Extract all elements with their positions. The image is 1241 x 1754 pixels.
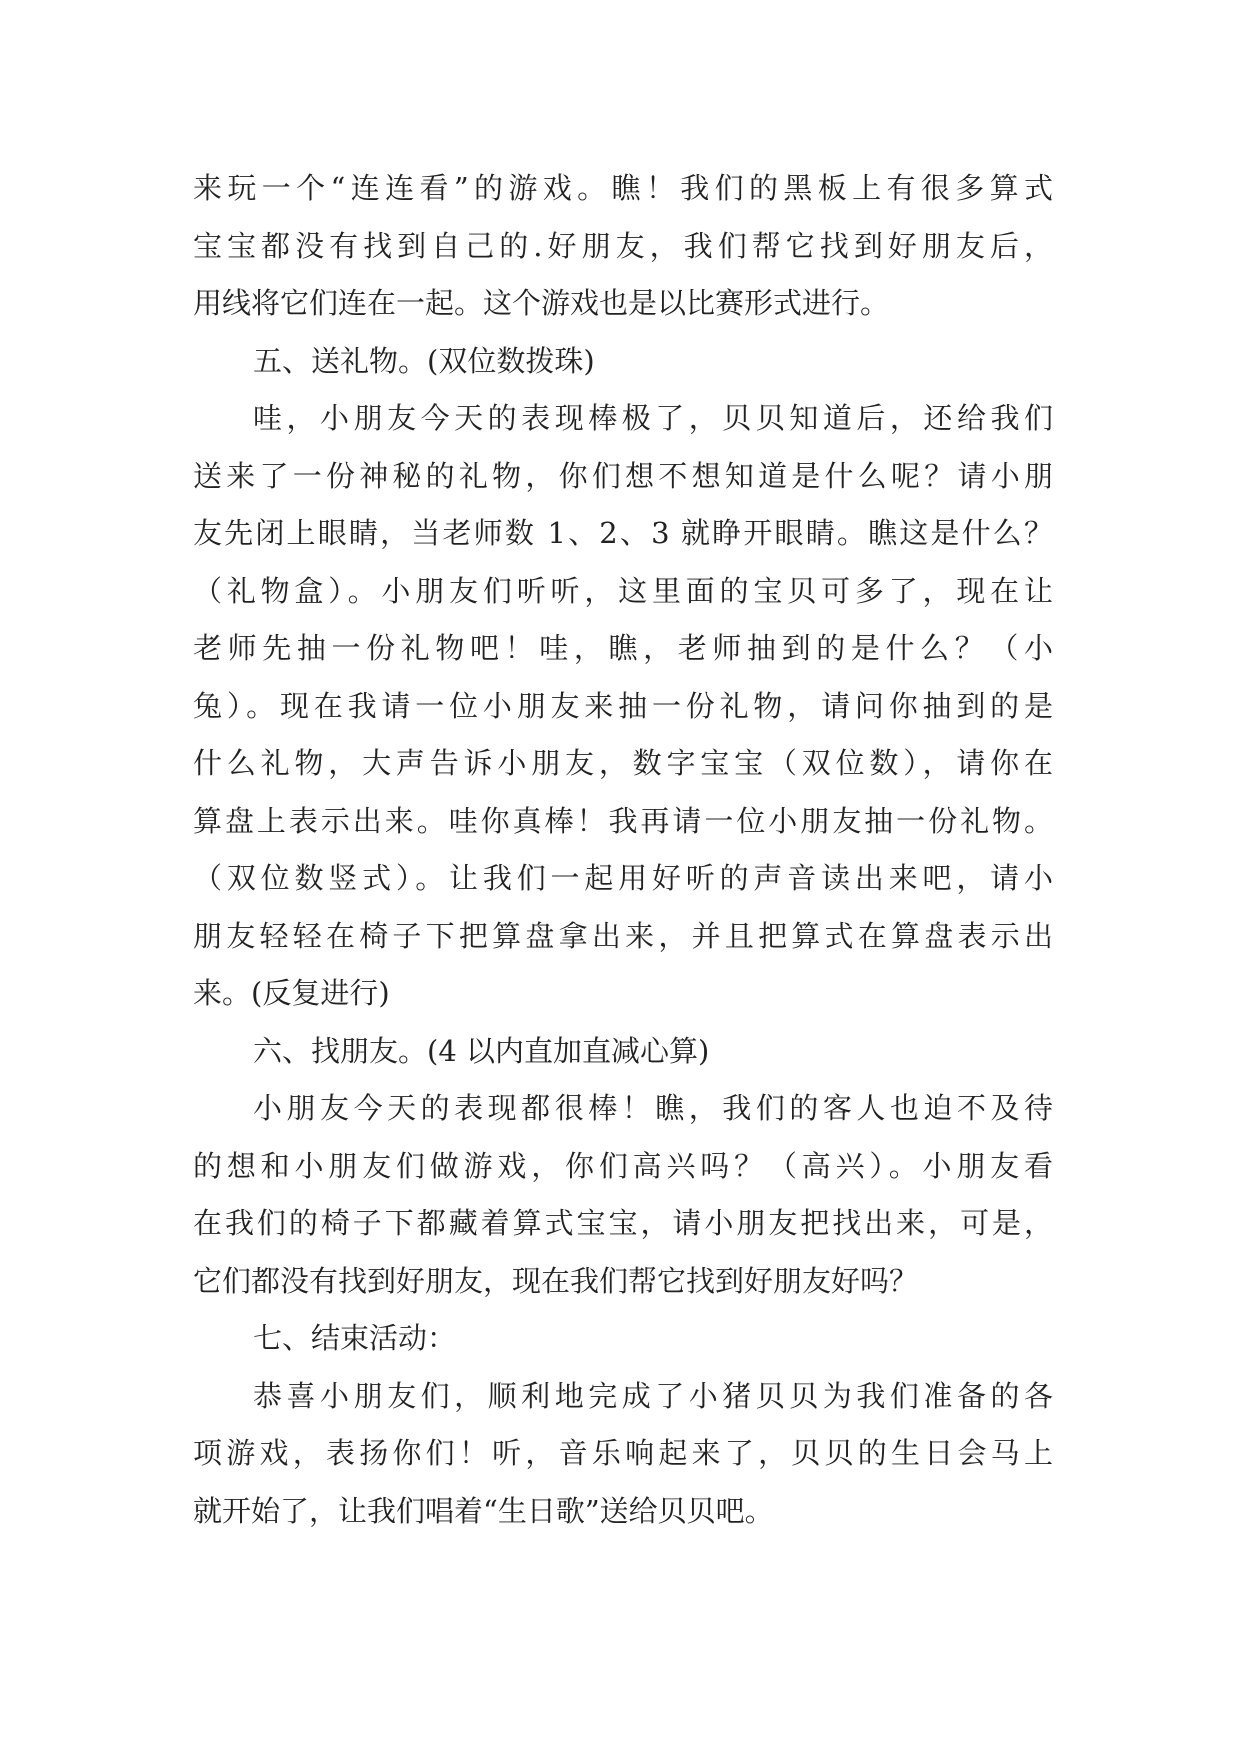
text-line: 就开始了，让我们唱着“生日歌”送给贝贝吧。 xyxy=(193,1493,774,1528)
text-line: 算盘上表示出来。哇你真棒！我再请一位小朋友抽一份礼物。 xyxy=(193,803,1053,838)
text-line: （礼物盒）。小朋友们听听，这里面的宝贝可多了，现在让 xyxy=(193,573,1053,608)
text-line: 来。(反复进行) xyxy=(193,976,390,1010)
text-line: 恭喜小朋友们，顺利地完成了小猪贝贝为我们准备的各 xyxy=(253,1378,1053,1413)
text-line: 用线将它们连在一起。这个游戏也是以比赛形式进行。 xyxy=(193,286,890,320)
text-line: 在我们的椅子下都藏着算式宝宝，请小朋友把找出来，可是， xyxy=(193,1206,1053,1240)
section-heading: 六、找朋友。(4 以内直加直减心算) xyxy=(253,1033,710,1068)
text-line: 老师先抽一份礼物吧！哇，瞧，老师抽到的是什么？（小 xyxy=(193,631,1053,665)
text-line: 什么礼物，大声告诉小朋友，数字宝宝（双位数），请你在 xyxy=(193,746,1053,780)
text-line: 小朋友今天的表现都很棒！瞧，我们的客人也迫不及待 xyxy=(253,1091,1053,1125)
text-line: 送来了一份神秘的礼物，你们想不想知道是什么呢？请小朋 xyxy=(193,458,1053,493)
text-line: 兔）。现在我请一位小朋友来抽一份礼物，请问你抽到的是 xyxy=(193,688,1053,723)
text-line: 它们都没有找到好朋友，现在我们帮它找到好朋友好吗？ xyxy=(193,1263,919,1298)
text-line: 哇，小朋友今天的表现棒极了，贝贝知道后，还给我们 xyxy=(253,401,1053,435)
text-line: 友先闭上眼睛，当老师数 1、2、3 就睁开眼睛。瞧这是什么？ xyxy=(193,516,1053,550)
text-line: 来玩一个“连连看”的游戏。瞧！我们的黑板上有很多算式 xyxy=(193,171,1053,205)
text-line: 项游戏，表扬你们！听，音乐响起来了，贝贝的生日会马上 xyxy=(193,1436,1053,1470)
section-heading: 五、送礼物。(双位数拨珠) xyxy=(253,343,595,378)
document-body xyxy=(193,160,1053,1540)
section-heading: 七、结束活动： xyxy=(253,1321,457,1355)
text-line: 朋友轻轻在椅子下把算盘拿出来，并且把算式在算盘表示出 xyxy=(193,918,1053,953)
text-line: 的想和小朋友们做游戏，你们高兴吗？（高兴）。小朋友看 xyxy=(193,1148,1053,1183)
text-line: （双位数竖式）。让我们一起用好听的声音读出来吧，请小 xyxy=(193,861,1053,895)
text-line: 宝宝都没有找到自己的.好朋友，我们帮它找到好朋友后， xyxy=(193,228,1053,263)
